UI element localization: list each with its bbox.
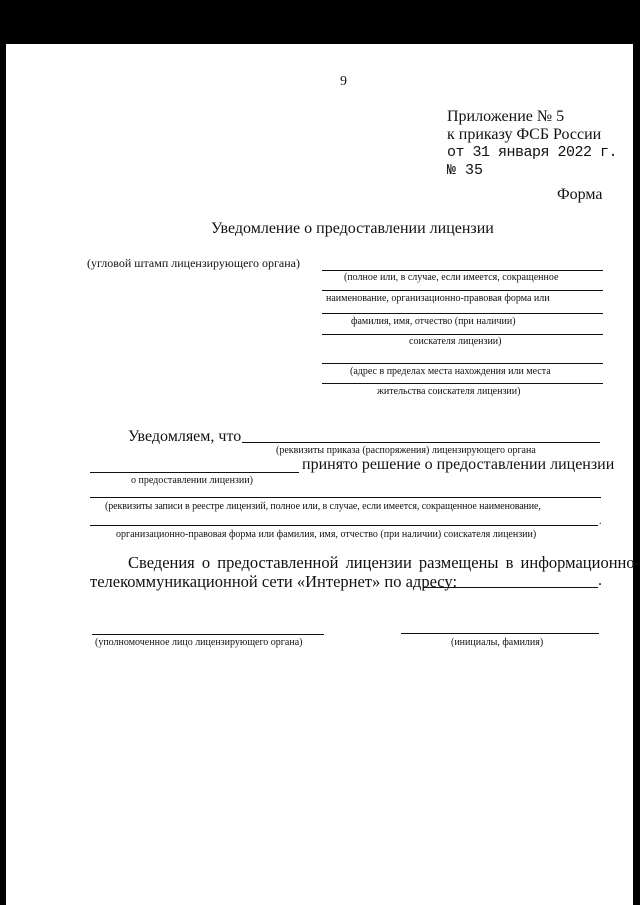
order-caption: (реквизиты приказа (распоряжения) лицензирующего органа — [276, 445, 536, 456]
registry-caption-line-2: организационно-правовая форма или фамилия, имя, отчество (при наличии) соискателя лицензии) — [116, 529, 537, 540]
order-details-line-2 — [90, 472, 299, 473]
document-page: 9 Приложение № 5 к приказу ФСБ России от 31 января 2022 г. № 35 Форма Уведомление о предоставлении лицензии (угловой штамп лицензирующего органа) (полное или, в случае, если имеется, сокращенное наименование, организационно-правовая форма или фамилия, имя, отчество (при наличии) соискателя лицензии) (адрес в пределах места нахождения или места жительства соискателя лицензии) Уведомляем, что (реквизиты приказа (распоряжения) лицензирующего органа принято решение о предоставлении лицензии о предоставлении лицензии) (реквизиты записи в реестре лицензий, полное или, в случае, если имеется, сокращенное наименование, . организационно-правовая форма или фамилия, имя, отчество (при наличии) соискателя лицензии) Сведения о предоставленной лицензии размещены в информационно- телекоммуникационной сети «Интернет» по адресу: . (уполномоченное лицо лицензирующего органа) (инициалы, фамилия) — [6, 44, 633, 905]
official-signature-line — [92, 634, 324, 635]
applicant-caption-line-3: фамилия, имя, отчество (при наличии) — [351, 316, 516, 327]
applicant-caption-line-4: соискателя лицензии) — [409, 336, 502, 347]
applicant-name-line-1 — [322, 270, 603, 271]
official-caption: (уполномоченное лицо лицензирующего органа) — [95, 637, 303, 648]
scan-border-top — [0, 0, 640, 44]
info-line-2: телекоммуникационной сети «Интернет» по адресу: — [90, 572, 458, 591]
appendix-line-3: от 31 января 2022 г. — [447, 144, 618, 161]
form-label: Форма — [557, 186, 603, 203]
address-line-2 — [322, 383, 603, 384]
notify-lead: Уведомляем, что — [128, 428, 242, 445]
name-caption: (инициалы, фамилия) — [451, 637, 544, 648]
decision-caption: о предоставлении лицензии) — [131, 475, 253, 486]
appendix-line-2: к приказу ФСБ России — [447, 126, 602, 143]
applicant-caption-line-2: наименование, организационно-правовая форма или — [326, 293, 550, 304]
applicant-caption-line-1: (полное или, в случае, если имеется, сокращенное — [344, 272, 559, 283]
scan-border-right — [633, 0, 640, 905]
registry-line-2 — [90, 525, 598, 526]
name-signature-line — [401, 633, 599, 634]
appendix-line-4: № 35 — [447, 162, 484, 179]
stamp-label: (угловой штамп лицензирующего органа) — [87, 256, 301, 270]
internet-address-line — [424, 587, 598, 588]
address-caption-line-1: (адрес в пределах места нахождения или места — [350, 366, 551, 377]
decision-text: принято решение о предоставлении лицензии — [302, 456, 615, 473]
page-number: 9 — [340, 74, 347, 89]
order-details-line — [242, 442, 600, 443]
document-title: Уведомление о предоставлении лицензии — [211, 220, 494, 237]
applicant-name-line-3 — [322, 313, 603, 314]
appendix-line-1: Приложение № 5 — [447, 108, 565, 125]
address-line-1 — [322, 363, 603, 364]
registry-caption-line-1: (реквизиты записи в реестре лицензий, полное или, в случае, если имеется, сокращенное наименование, — [105, 501, 541, 512]
applicant-name-line-2 — [322, 290, 603, 291]
address-caption-line-2: жительства соискателя лицензии) — [377, 386, 521, 397]
applicant-name-line-4 — [322, 334, 603, 335]
registry-line-1 — [90, 497, 601, 498]
info-line-1: Сведения о предоставленной лицензии размещены в информационно- — [128, 553, 640, 572]
